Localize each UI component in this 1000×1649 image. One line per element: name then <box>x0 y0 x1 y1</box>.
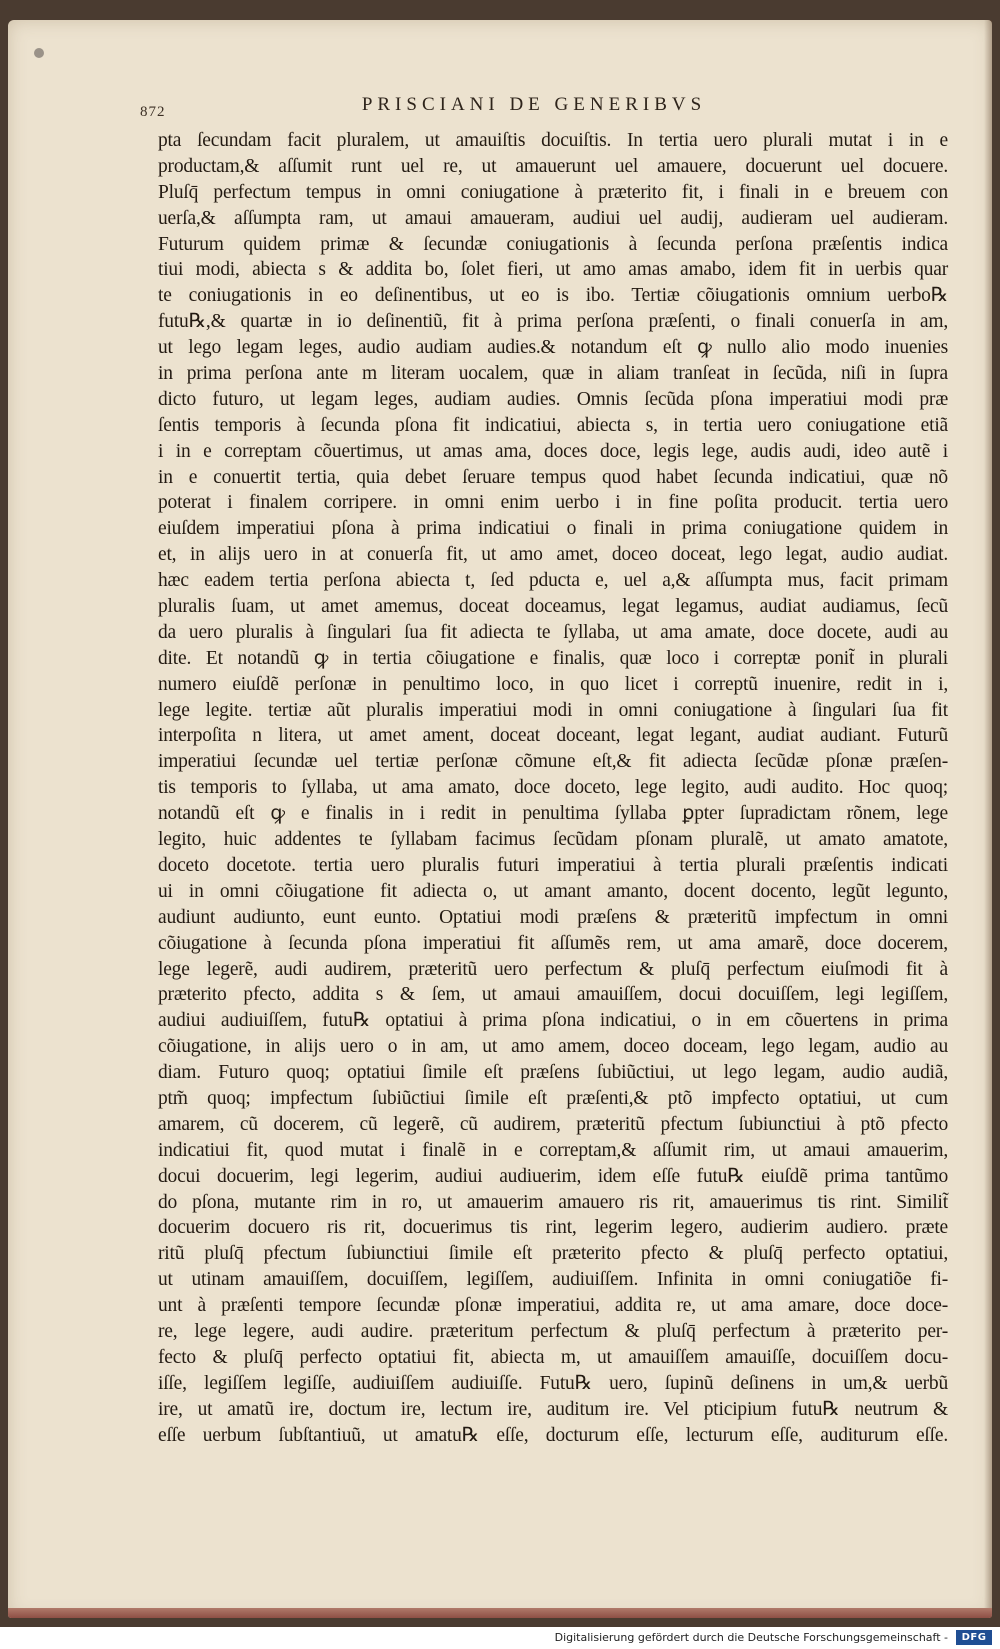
page-bottom-edge <box>8 1608 992 1618</box>
text-line: præterito pfecto, addita s & ſem, ut amaui amauiſſem, docui docuiſſem, legi legiſſem, <box>158 984 948 1006</box>
binding-hole <box>34 48 44 58</box>
text-line: eiuſdem imperatiui pſona à prima indicatiui o finali in prima coniugatione quidem in <box>158 518 948 540</box>
text-line: pluralis ſuam, ut amet amemus, doceat doceamus, legat legamus, audiat audiamus, ſecũ <box>158 596 948 618</box>
text-line: lege legite. tertiæ aũt pluralis imperatiui modi in omni coniugatione à ſingulari ſua fit <box>158 699 948 721</box>
digitization-footer <box>0 1627 1000 1649</box>
text-line: ritũ pluſq̄ pfectum ſubiunctiui ſimile eſt præterito pfecto & pluſq̄ perfecto optatiui, <box>158 1243 948 1265</box>
text-line: in prima perſona ante m literam uocalem, quæ in aliam tranſeat in ſecũda, niſi in ſupra <box>158 363 948 385</box>
text-line: iſſe, legiſſem legiſſe, audiuiſſem audiuiſſe. Futu℞ uero, ſupinũ deſinens in um,& uerbũ <box>158 1372 948 1394</box>
text-line: Pluſq̄ perfectum tempus in omni coniugatione à præterito fit, i finali in e breuem con <box>158 181 948 203</box>
body-text <box>158 128 948 1448</box>
text-line: doceto docetote. tertia uero pluralis futuri imperatiui à tertia plurali præſentis indicati <box>158 854 948 876</box>
running-head: PRISCIANI DE GENERIBVS <box>361 94 707 115</box>
text-line: tiui modi, abiecta s & addita bo, ſolet fieri, ut amo amas amabo, idem fit in uerbis quar <box>158 259 948 281</box>
footer-credit: Digitalisierung gefördert durch die Deutsche Forschungsgemeinschaft - <box>554 1631 948 1644</box>
text-line: imperatiui ſecundæ uel tertiæ perſonæ cõmune eſt,& fit adiecta ſecũdæ pſonæ præſen- <box>158 751 948 773</box>
text-line: eſſe uerbum ſubſtantiuũ, ut amatu℞ eſſe, docturum eſſe, lecturum eſſe, auditurum eſſe. <box>158 1424 948 1446</box>
text-line: futu℞,& quartæ in io deſinentiũ, fit à prima perſona præſenti, o finali conuerſa in am, <box>158 311 948 333</box>
text-line: amarem, cũ docerem, cũ legerẽ, cũ audirem, præteritũ pfectum ſubiunctiui à ptõ pfecto <box>158 1113 948 1135</box>
text-line: fecto & pluſq̄ perfecto optatiui fit, abiecta m, ut amauiſſem amauiſſe, docuiſſem docu- <box>158 1346 948 1368</box>
text-line: uerſa,& aſſumpta ram, ut amaui amaueram, audiui uel audij, audieram uel audieram. <box>158 207 948 229</box>
text-line: legito, huic addentes te ſyllabam facimus ſecũdam pſonam pluralẽ, ut amato amatote, <box>158 829 948 851</box>
text-line: docui docuerim, legi legerim, audiui audiuerim, idem eſſe futu℞ eiuſdẽ prima tantũmo <box>158 1165 948 1187</box>
text-line: pta ſecundam facit pluralem, ut amauiſtis docuiſtis. In tertia uero plurali mutat i in e <box>158 130 948 151</box>
text-line: ſentis temporis à ſecunda pſona fit indicatiui, abiecta s, in tertia uero coniugatione etiã <box>158 414 948 436</box>
text-line: et, in alijs uero in at conuerſa fit, ut amo amet, doceo doceat, lego legat, audio audiat. <box>158 544 948 566</box>
text-line: dite. Et notandũ ꝙ in tertia cõiugatione e finalis, quæ loco i correptæ ponit̃ in plurali <box>158 647 948 669</box>
dfg-logo: DFG <box>956 1630 992 1645</box>
page-gutter-shadow <box>984 20 992 1618</box>
text-line: cõiugatione à ſecunda pſona imperatiui fit aſſumẽs rem, ut ama amarẽ, doce docerem, <box>158 932 948 954</box>
text-line: te coniugationis in eo deſinentibus, ut eo is ibo. Tertiæ cõiugationis omnium uerbo℞ <box>158 285 948 307</box>
text-line: tis temporis to ſyllaba, ut ama amato, doce doceto, lege legito, audi audito. Hoc quoq; <box>158 777 948 799</box>
text-line: hæc eadem tertia perſona abiecta t, ſed pducta e, uel a,& aſſumpta mus, facit primam <box>158 570 948 592</box>
page-number: 872 <box>140 104 166 120</box>
text-line: numero eiuſdẽ perſonæ in penultimo loco, in quo licet i correptũ inuenire, redit in i, <box>158 673 948 695</box>
text-line: dicto futuro, ut legam leges, audiam audies. Omnis ſecũda pſona imperatiui modi præ <box>158 388 948 410</box>
text-line: interpoſita n litera, ut amet ament, doceat doceant, legat legant, audiat audiant. Futurũ <box>158 725 948 747</box>
text-line: do pſona, mutante rim in ro, ut amauerim amauero ris rit, amauerimus tis rint. Similit̃ <box>158 1191 948 1213</box>
text-line: i in e correptam cõuertimus, ut amas ama, doces doce, legis lege, audis audi, ideo autẽ i <box>158 440 948 462</box>
text-line: poterat i finalem corripere. in omni enim uerbo i in fine poſita producit. tertia uero <box>158 492 948 514</box>
text-line: lege legerẽ, audi audirem, præteritũ uero perfectum & pluſq̄ perfectum eiuſmodi fit à <box>158 958 948 980</box>
text-line: da uero pluralis à ſingulari ſua fit adiecta te ſyllaba, ut ama amate, doce docete, audi au <box>158 621 948 643</box>
book-page <box>8 20 992 1618</box>
text-line: audiui audiuiſſem, futu℞ optatiui à prima pſona indicatiui, o in em cõuertens in prima <box>158 1010 948 1032</box>
text-line: productam,& aſſumit runt uel re, ut amauerunt uel amauere, docuerunt uel docuere. <box>158 155 948 177</box>
text-line: unt à præſenti tempore ſecundæ pſonæ imperatiui, addita re, ut ama amare, doce doce- <box>158 1295 948 1317</box>
text-line: in e conuertit tertia, quia debet ſeruare tempus quod habet ſecunda indicatiui, quæ nõ <box>158 466 948 488</box>
text-line: ut lego legam leges, audio audiam audies.& notandum eſt ꝙ nullo alio modo inuenies <box>158 337 948 359</box>
text-line: Futurum quidem primæ & ſecundæ coniugationis à ſecunda perſona præſentis indica <box>158 233 948 255</box>
text-line: re, lege legere, audi audire. præteritum perfectum & pluſq̄ perfectum à præterito per- <box>158 1320 948 1342</box>
text-line: audiunt audiunto, eunt eunto. Optatiui modi præſens & præteritũ impfectum in omni <box>158 906 948 928</box>
text-line: notandũ eſt ꝙ e finalis in i redit in penultima ſyllaba ꝑpter ſupradictam rõnem, lege <box>158 803 948 825</box>
text-line: ui in omni cõiugatione fit adiecta o, ut amant amanto, docent docento, legũt legunto, <box>158 880 948 902</box>
text-line: ptm̃ quoq; impfectum ſubiũctiui ſimile eſt præſenti,& ptõ impfecto optatiui, ut cum <box>158 1087 948 1109</box>
text-line: diam. Futuro quoq; optatiui ſimile eſt præſens ſubiũctiui, ut lego legam, audio audiã, <box>158 1062 948 1084</box>
text-line: ut utinam amauiſſem, docuiſſem, legiſſem, audiuiſſem. Infinita in omni coniugatiõe fi- <box>158 1269 948 1291</box>
text-line: docuerim docuero ris rit, docuerimus tis rint, legerim legero, audierim audiero. præte <box>158 1217 948 1239</box>
text-line: indicatiui fit, quod mutat i finalẽ in e correptam,& aſſumit rim, ut amaui amauerim, <box>158 1139 948 1161</box>
text-line: ire, ut amatũ ire, doctum ire, lectum ire, auditum ire. Vel pticipium futu℞ neutrum & <box>158 1398 948 1420</box>
text-line: cõiugatione, in alijs uero o in am, ut amo amem, doceo doceam, lego legam, audio au <box>158 1036 948 1058</box>
